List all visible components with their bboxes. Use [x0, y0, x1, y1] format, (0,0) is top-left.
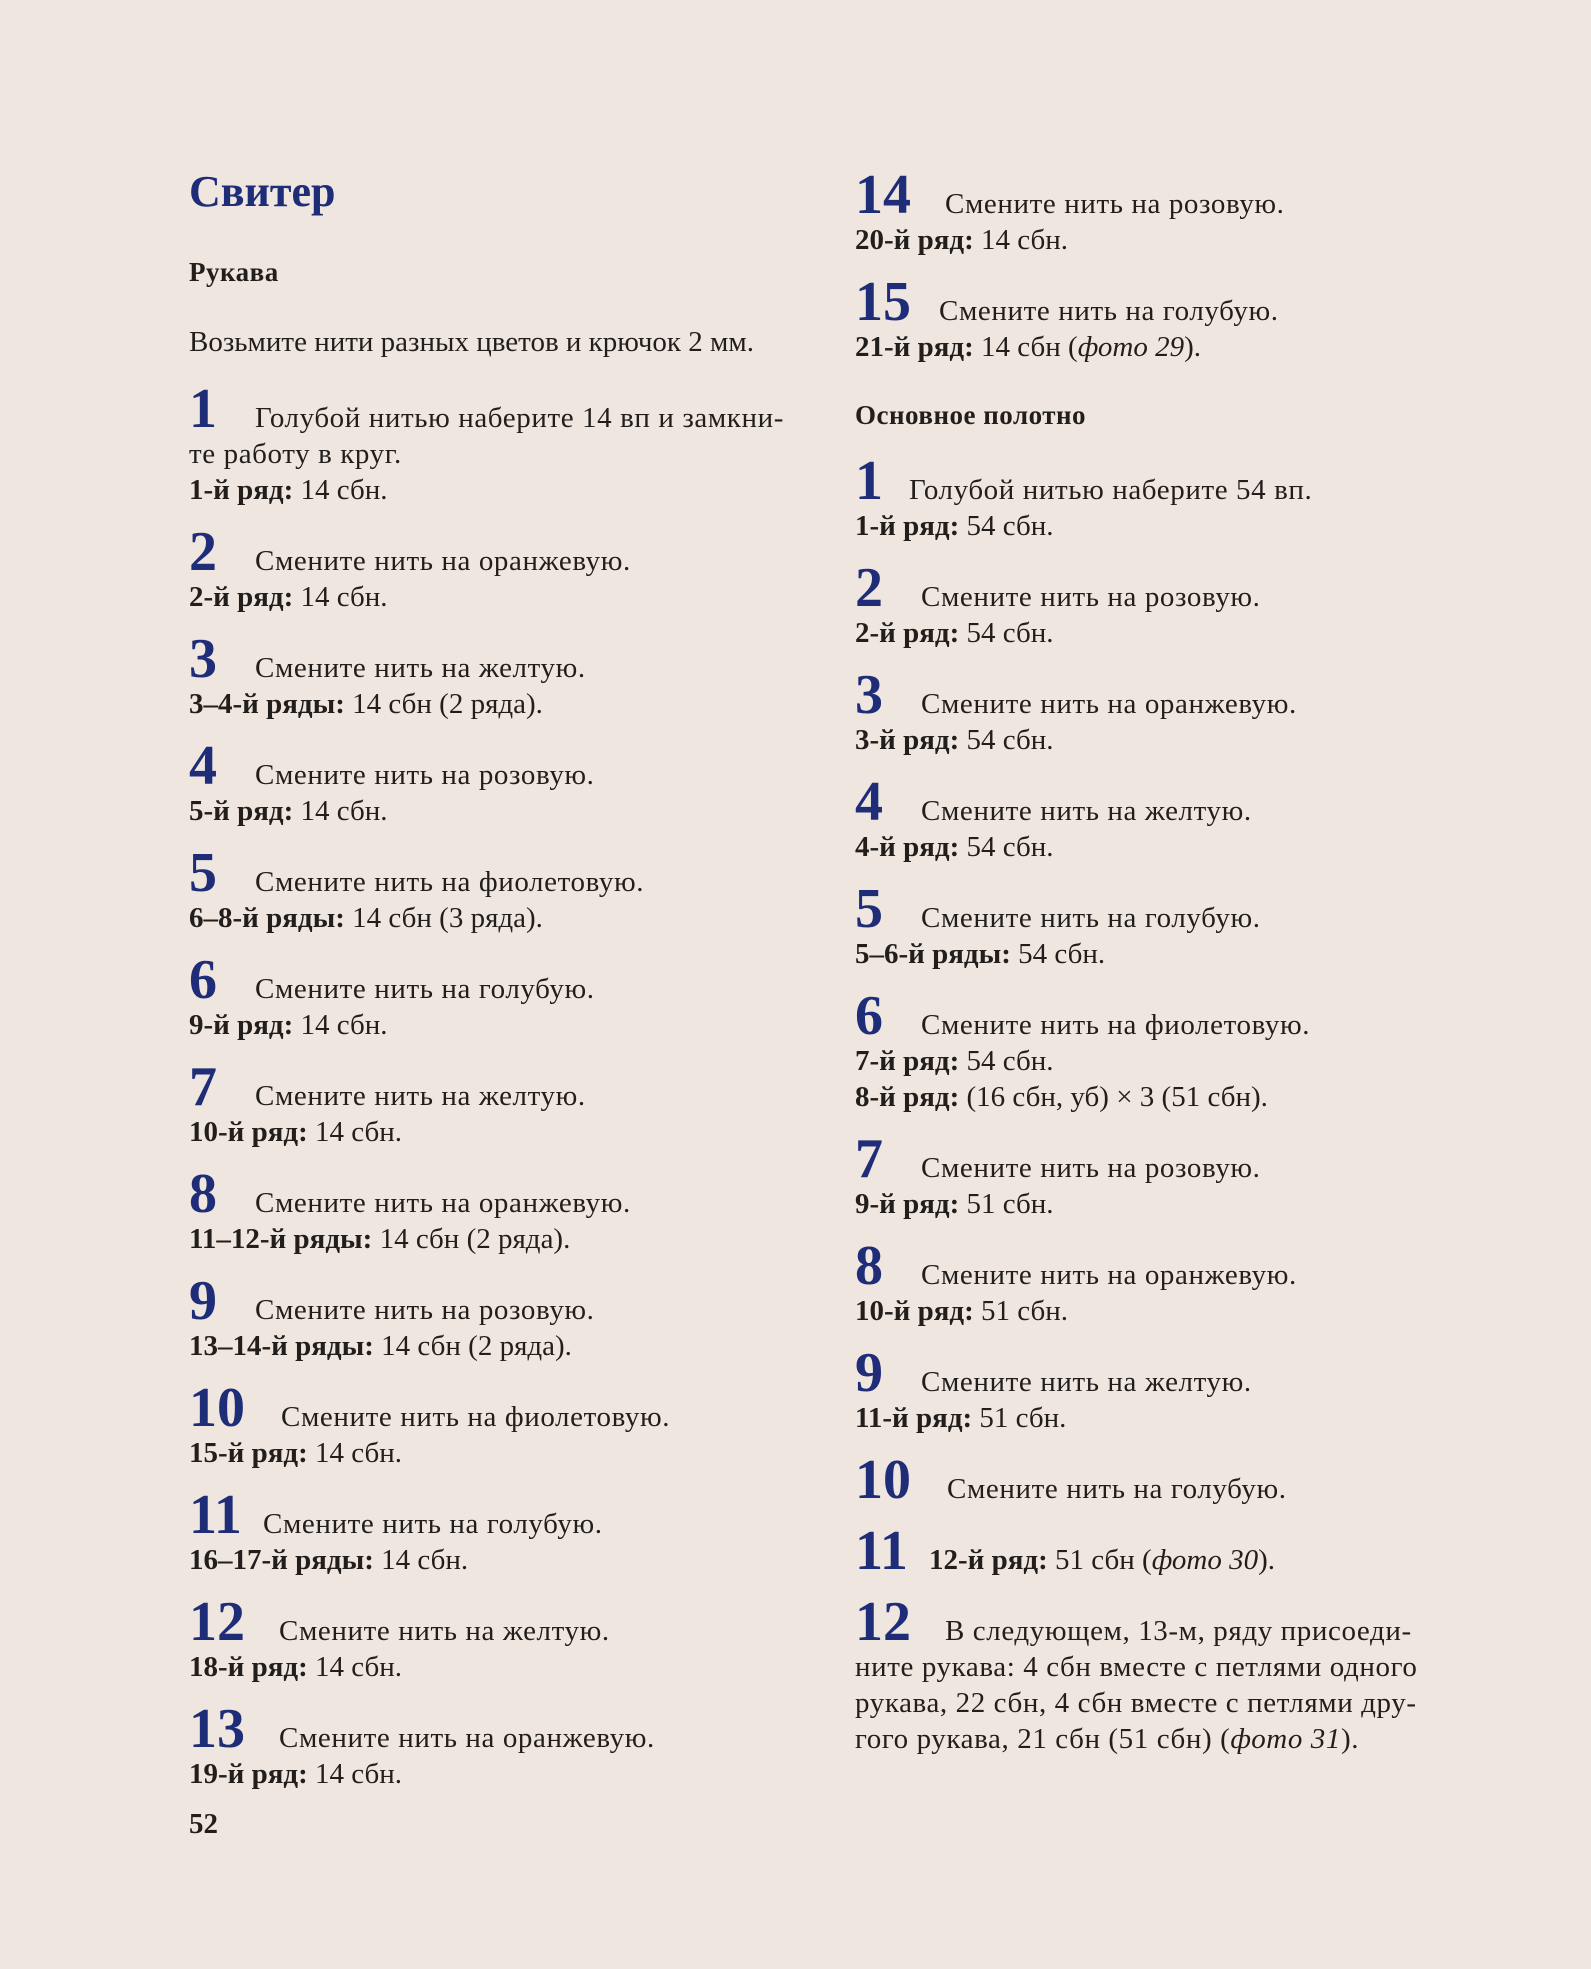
- row-label: 7-й ряд:: [855, 1045, 960, 1077]
- step-text: Смените нить на голубую.: [255, 973, 595, 1005]
- step-text: Голубой нитью наберите 14 вп и замкни-: [255, 402, 784, 434]
- step-number: 8: [855, 1235, 883, 1297]
- row-label: 11-й ряд:: [855, 1402, 973, 1434]
- row-label: 11–12-й ряды:: [189, 1223, 373, 1255]
- sleeve-step-4: [189, 735, 595, 829]
- step-text: Смените нить на оранжевую.: [255, 1187, 631, 1219]
- step-number: 7: [189, 1056, 217, 1118]
- panel-step-4: [855, 771, 1252, 865]
- step-number: 10: [189, 1377, 245, 1439]
- row-instruction: [855, 508, 1312, 544]
- page-number: 52: [189, 1808, 218, 1840]
- step-number: 5: [855, 878, 883, 940]
- sleeve-step-12: [189, 1591, 610, 1685]
- row-text: 14 сбн.: [373, 1544, 469, 1576]
- row-instruction: [855, 1079, 1310, 1115]
- sleeve-step-11: [189, 1484, 603, 1578]
- row-text: 14 сбн.: [307, 1651, 403, 1683]
- panel-step-1: [855, 450, 1313, 544]
- row-text: 51 сбн (: [1047, 1544, 1152, 1576]
- photo-reference: фото 31: [1230, 1723, 1341, 1755]
- row-instruction: [855, 1293, 1297, 1329]
- row-label: 10-й ряд:: [189, 1116, 308, 1148]
- step-number: 7: [855, 1128, 883, 1190]
- step-number: 11: [189, 1484, 242, 1546]
- step-text: Смените нить на розовую.: [255, 1294, 595, 1326]
- step-text: Смените нить на желтую.: [255, 1080, 586, 1112]
- step-number: 4: [189, 735, 217, 797]
- step-number: 8: [189, 1163, 217, 1225]
- panel-step-5: [855, 878, 1261, 972]
- sleeve-step-1: [189, 378, 829, 508]
- step-number: 9: [855, 1342, 883, 1404]
- row-label: 13–14-й ряды:: [189, 1330, 374, 1362]
- row-label: 3-й ряд:: [855, 724, 960, 756]
- step-number: 2: [189, 521, 217, 583]
- row-label: 10-й ряд:: [855, 1295, 974, 1327]
- row-instruction: [189, 686, 586, 722]
- row-instruction: [855, 615, 1261, 651]
- step-text-part: гого рукава, 21 сбн (51 сбн) (: [855, 1723, 1231, 1755]
- row-label: 15-й ряд:: [189, 1437, 308, 1469]
- row-text: 14 сбн.: [307, 1116, 403, 1148]
- row-instruction: [189, 472, 829, 508]
- step-number: 2: [855, 557, 883, 619]
- step-text: Смените нить на розовую.: [945, 188, 1285, 220]
- row-text: 51 сбн.: [973, 1295, 1069, 1327]
- row-instruction: [189, 1756, 655, 1792]
- step-text-continued: [855, 1721, 1475, 1757]
- step-number: 12: [189, 1591, 245, 1653]
- row-text: 14 сбн.: [307, 1758, 403, 1790]
- sleeve-step-15: [855, 271, 1279, 365]
- sleeve-step-7: [189, 1056, 586, 1150]
- row-instruction: [855, 1400, 1252, 1436]
- step-text: Смените нить на оранжевую.: [255, 545, 631, 577]
- row-label: 20-й ряд:: [855, 224, 974, 256]
- row-label: 2-й ряд:: [855, 617, 960, 649]
- row-instruction: [189, 1542, 603, 1578]
- row-label: 6–8-й ряды:: [189, 902, 345, 934]
- step-number: 1: [855, 450, 883, 512]
- row-instruction: [855, 936, 1261, 972]
- row-label: 1-й ряд:: [189, 474, 294, 506]
- step-number: 1: [189, 378, 217, 440]
- step-text-continued: те работу в круг.: [189, 438, 402, 470]
- row-text: 54 сбн.: [959, 1045, 1054, 1077]
- step-number: 4: [855, 771, 883, 833]
- row-label: 2-й ряд:: [189, 581, 294, 613]
- sleeve-step-13: [189, 1698, 655, 1792]
- page-title: Свитер: [189, 167, 336, 216]
- step-text: Смените нить на голубую.: [921, 902, 1261, 934]
- intro-paragraph: Возьмите нити разных цветов и крючок 2 мм.: [189, 326, 754, 358]
- step-text: Смените нить на оранжевую.: [921, 688, 1297, 720]
- row-text: 14 сбн.: [293, 474, 388, 506]
- step-text-end: ).: [1341, 1723, 1360, 1755]
- sleeve-step-8: [189, 1163, 631, 1257]
- row-label: 16–17-й ряды:: [189, 1544, 374, 1576]
- row-instruction: [189, 1649, 610, 1685]
- panel-step-7: [855, 1128, 1261, 1222]
- row-label: 21-й ряд:: [855, 331, 974, 363]
- step-number: 14: [855, 164, 911, 226]
- step-number: 12: [855, 1591, 911, 1653]
- row-text: 51 сбн.: [959, 1188, 1054, 1220]
- row-instruction: [189, 579, 631, 615]
- step-number: 3: [855, 664, 883, 726]
- row-text: 54 сбн.: [959, 510, 1054, 542]
- row-text: 14 сбн.: [973, 224, 1069, 256]
- step-text: Голубой нитью наберите 54 вп.: [909, 474, 1313, 506]
- row-text: 14 сбн (2 ряда).: [344, 688, 543, 720]
- row-text-end: ).: [1258, 1544, 1276, 1576]
- step-number: 13: [189, 1698, 245, 1760]
- row-text: 14 сбн.: [293, 1009, 388, 1041]
- row-text: 14 сбн (2 ряда).: [373, 1330, 572, 1362]
- step-text: Смените нить на желтую.: [279, 1615, 610, 1647]
- panel-step-11: [855, 1520, 1276, 1582]
- step-number: 11: [855, 1520, 908, 1582]
- row-instruction: [189, 1435, 670, 1471]
- step-text: Смените нить на фиолетовую.: [255, 866, 645, 898]
- row-instruction: [855, 722, 1297, 758]
- step-text: Смените нить на голубую.: [939, 295, 1279, 327]
- row-label: 18-й ряд:: [189, 1651, 308, 1683]
- row-instruction: [855, 329, 1279, 365]
- row-text: 14 сбн (2 ряда).: [372, 1223, 571, 1255]
- row-label: 9-й ряд:: [189, 1009, 294, 1041]
- panel-step-6: [855, 985, 1311, 1115]
- row-text-end: ).: [1184, 331, 1202, 363]
- panel-step-12: [855, 1591, 1475, 1757]
- step-text: Смените нить на желтую.: [921, 1366, 1252, 1398]
- photo-reference: фото 29: [1077, 331, 1185, 363]
- step-text: Смените нить на желтую.: [255, 652, 586, 684]
- photo-reference: фото 30: [1151, 1544, 1259, 1576]
- step-text: Смените нить на розовую.: [255, 759, 595, 791]
- row-label: 1-й ряд:: [855, 510, 960, 542]
- sleeve-step-2: [189, 521, 631, 615]
- row-instruction: [189, 1221, 631, 1257]
- step-text: Смените нить на фиолетовую.: [281, 1401, 671, 1433]
- row-text: (16 сбн, уб) × 3 (51 сбн).: [959, 1081, 1268, 1113]
- row-instruction: [855, 222, 1285, 258]
- sleeve-step-6: [189, 949, 595, 1043]
- row-instruction: [189, 1114, 586, 1150]
- sleeve-step-14: [855, 164, 1285, 258]
- panel-step-3: [855, 664, 1297, 758]
- step-number: 6: [855, 985, 883, 1047]
- panel-step-8: [855, 1235, 1297, 1329]
- row-instruction: [855, 1186, 1261, 1222]
- step-text: В следующем, 13-м, ряду присоеди-: [945, 1615, 1412, 1647]
- panel-step-10: [855, 1449, 1287, 1511]
- sleeve-step-10: [189, 1377, 671, 1471]
- step-text: Смените нить на розовую.: [921, 1152, 1261, 1184]
- step-text: Смените нить на голубую.: [947, 1473, 1287, 1505]
- panel-step-9: [855, 1342, 1252, 1436]
- sleeve-step-9: [189, 1270, 595, 1364]
- step-number: 15: [855, 271, 911, 333]
- row-text: 54 сбн.: [959, 831, 1054, 863]
- step-number: 3: [189, 628, 217, 690]
- step-number: 10: [855, 1449, 911, 1511]
- row-text: 14 сбн (: [973, 331, 1078, 363]
- step-text-continued: рукава, 22 сбн, 4 сбн вместе с петлями дру-: [855, 1687, 1417, 1719]
- row-text: 14 сбн.: [307, 1437, 403, 1469]
- section-heading-main-panel: Основное полотно: [855, 400, 1087, 430]
- step-text: Смените нить на розовую.: [921, 581, 1261, 613]
- row-text: 14 сбн.: [293, 581, 388, 613]
- row-text: 14 сбн.: [293, 795, 388, 827]
- panel-step-2: [855, 557, 1261, 651]
- sleeve-step-5: [189, 842, 645, 936]
- row-instruction: [189, 793, 595, 829]
- row-text: 54 сбн.: [959, 617, 1054, 649]
- row-label: 5–6-й ряды:: [855, 938, 1011, 970]
- sleeve-step-3: [189, 628, 586, 722]
- step-text: Смените нить на оранжевую.: [921, 1259, 1297, 1291]
- step-text-continued: ните рукава: 4 сбн вместе с петлями одного: [855, 1651, 1418, 1683]
- row-label: 3–4-й ряды:: [189, 688, 345, 720]
- row-label: 9-й ряд:: [855, 1188, 960, 1220]
- row-text: 54 сбн.: [959, 724, 1054, 756]
- row-instruction: [189, 1007, 595, 1043]
- section-heading-sleeves: Рукава: [189, 257, 279, 287]
- row-instruction: [189, 900, 644, 936]
- row-text: 54 сбн.: [1010, 938, 1106, 970]
- row-label: 8-й ряд:: [855, 1081, 960, 1113]
- row-instruction: [189, 1328, 595, 1364]
- step-number: 6: [189, 949, 217, 1011]
- row-instruction: [855, 829, 1252, 865]
- row-label: 4-й ряд:: [855, 831, 960, 863]
- step-text: Смените нить на фиолетовую.: [921, 1009, 1311, 1041]
- row-text: 51 сбн.: [972, 1402, 1067, 1434]
- row-label: 5-й ряд:: [189, 795, 294, 827]
- step-text: Смените нить на желтую.: [921, 795, 1252, 827]
- step-number: 9: [189, 1270, 217, 1332]
- step-text: Смените нить на голубую.: [263, 1508, 603, 1540]
- row-instruction: [855, 1043, 1310, 1079]
- row-label: 12-й ряд:: [929, 1544, 1048, 1576]
- row-text: 14 сбн (3 ряда).: [344, 902, 543, 934]
- step-text: Смените нить на оранжевую.: [279, 1722, 655, 1754]
- step-number: 5: [189, 842, 217, 904]
- row-label: 19-й ряд:: [189, 1758, 308, 1790]
